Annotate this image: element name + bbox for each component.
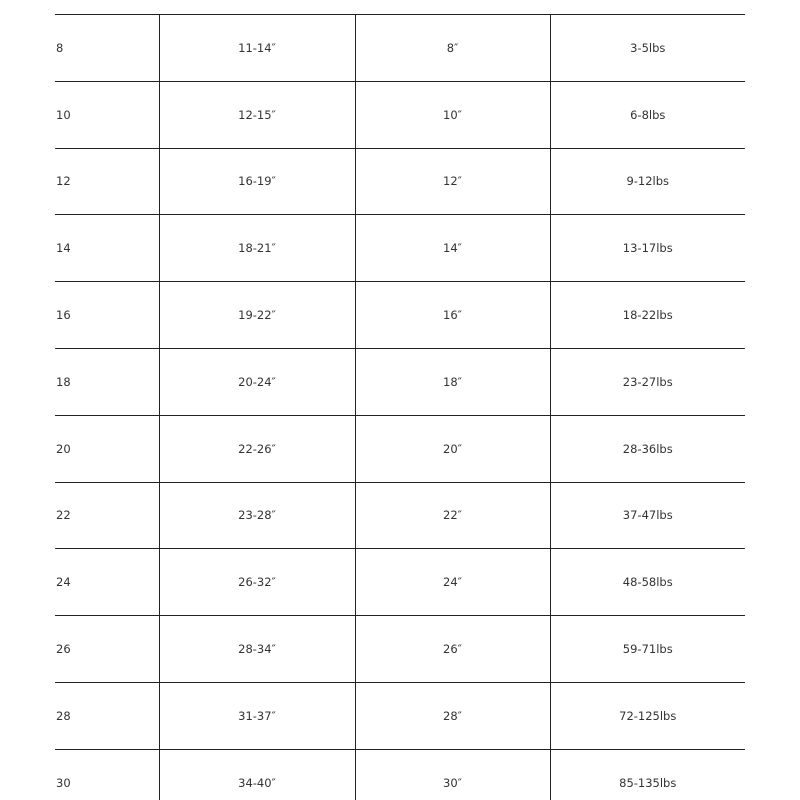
- table-row: [55, 215, 745, 282]
- weight-cell: 37-47lbs: [550, 482, 745, 549]
- table-row: [55, 549, 745, 616]
- chest-cell: 11-14″: [159, 15, 355, 82]
- length-cell: 16″: [355, 282, 550, 349]
- table-row: [55, 415, 745, 482]
- length-cell: 10″: [355, 81, 550, 148]
- chest-cell: 22-26″: [159, 415, 355, 482]
- size-cell: 28: [55, 682, 159, 749]
- size-cell: 20: [55, 415, 159, 482]
- table-row: [55, 348, 745, 415]
- table-row: [55, 282, 745, 349]
- size-cell: 14: [55, 215, 159, 282]
- length-cell: 14″: [355, 215, 550, 282]
- weight-cell: 28-36lbs: [550, 415, 745, 482]
- size-cell: 26: [55, 616, 159, 683]
- table-row: [55, 15, 745, 82]
- weight-cell: 85-135lbs: [550, 749, 745, 800]
- chest-cell: 31-37″: [159, 682, 355, 749]
- size-cell: 16: [55, 282, 159, 349]
- chest-cell: 34-40″: [159, 749, 355, 800]
- length-cell: 28″: [355, 682, 550, 749]
- size-cell: 10: [55, 81, 159, 148]
- length-cell: 22″: [355, 482, 550, 549]
- size-cell: 12: [55, 148, 159, 215]
- size-cell: 30: [55, 749, 159, 800]
- length-cell: 8″: [355, 15, 550, 82]
- table-row: [55, 81, 745, 148]
- chest-cell: 18-21″: [159, 215, 355, 282]
- length-cell: 24″: [355, 549, 550, 616]
- length-cell: 30″: [355, 749, 550, 800]
- chest-cell: 20-24″: [159, 348, 355, 415]
- chest-cell: 26-32″: [159, 549, 355, 616]
- size-chart-body: [55, 15, 745, 800]
- weight-cell: 9-12lbs: [550, 148, 745, 215]
- weight-cell: 18-22lbs: [550, 282, 745, 349]
- chest-cell: 19-22″: [159, 282, 355, 349]
- weight-cell: 48-58lbs: [550, 549, 745, 616]
- weight-cell: 72-125lbs: [550, 682, 745, 749]
- size-cell: 24: [55, 549, 159, 616]
- table-row: [55, 616, 745, 683]
- table-row: [55, 482, 745, 549]
- size-chart-table: [55, 14, 745, 800]
- chest-cell: 12-15″: [159, 81, 355, 148]
- weight-cell: 59-71lbs: [550, 616, 745, 683]
- table-row: [55, 749, 745, 800]
- size-cell: 18: [55, 348, 159, 415]
- length-cell: 12″: [355, 148, 550, 215]
- chest-cell: 23-28″: [159, 482, 355, 549]
- size-cell: 22: [55, 482, 159, 549]
- weight-cell: 6-8lbs: [550, 81, 745, 148]
- length-cell: 18″: [355, 348, 550, 415]
- weight-cell: 23-27lbs: [550, 348, 745, 415]
- chest-cell: 28-34″: [159, 616, 355, 683]
- table-row: [55, 148, 745, 215]
- size-cell: 8: [55, 15, 159, 82]
- chest-cell: 16-19″: [159, 148, 355, 215]
- length-cell: 20″: [355, 415, 550, 482]
- table-row: [55, 682, 745, 749]
- length-cell: 26″: [355, 616, 550, 683]
- weight-cell: 3-5lbs: [550, 15, 745, 82]
- weight-cell: 13-17lbs: [550, 215, 745, 282]
